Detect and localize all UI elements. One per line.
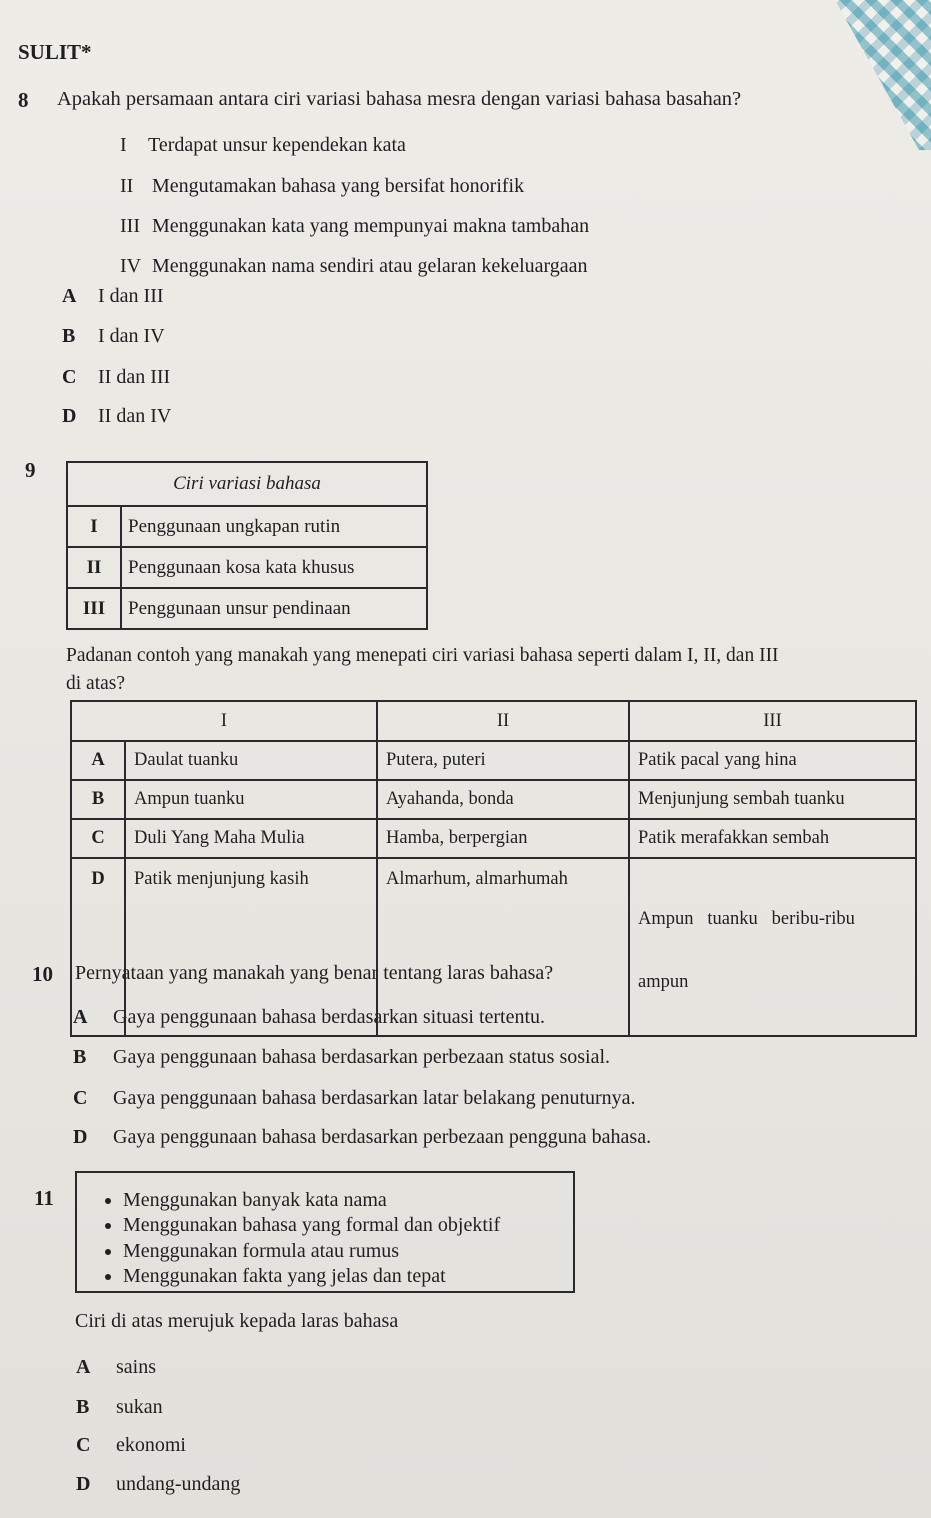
q11-option-a[interactable]: A sains (76, 1356, 156, 1378)
q8-statement-1: I Terdapat unsur kependekan kata (120, 134, 406, 156)
q8-option-b[interactable]: B I dan IV (62, 325, 165, 347)
q9-option-c-row[interactable]: C Duli Yang Maha Mulia Hamba, berpergian Patik merafakkan sembah (71, 819, 916, 858)
q10-number: 10 (32, 962, 53, 986)
list-item: Menggunakan fakta yang jelas dan tepat (105, 1265, 446, 1288)
q9-option-b-row[interactable]: B Ampun tuanku Ayahanda, bonda Menjunjung sembah tuanku (71, 780, 916, 819)
list-item: Menggunakan formula atau rumus (105, 1240, 399, 1263)
q10-option-d[interactable]: D Gaya penggunaan bahasa berdasarkan perbezaan pengguna bahasa. (73, 1126, 652, 1148)
q10-question: Pernyataan yang manakah yang benar tentang laras bahasa? (75, 962, 554, 984)
table-row: II Penggunaan kosa kata khusus (67, 547, 427, 588)
q10-option-b[interactable]: B Gaya penggunaan bahasa berdasarkan perbezaan status sosial. (73, 1046, 611, 1068)
q8-statement-3: III Menggunakan kata yang mempunyai makna tambahan (120, 215, 590, 237)
q8-statement-2: II Mengutamakan bahasa yang bersifat honorifik (120, 175, 525, 197)
q11-characteristics-box (75, 1171, 575, 1293)
q11-option-b[interactable]: B sukan (76, 1396, 163, 1418)
q8-option-d[interactable]: D II dan IV (62, 405, 172, 427)
q9-question-line1: Padanan contoh yang manakah yang menepati ciri variasi bahasa seperti dalam I, II, dan III (66, 645, 779, 666)
q9-number: 9 (25, 458, 36, 482)
q11-question: Ciri di atas merujuk kepada laras bahasa (75, 1310, 399, 1332)
table-row: III Penggunaan unsur pendinaan (67, 588, 427, 629)
q9-option-d-row[interactable]: D Patik menjunjung kasih Almarhum, almarhumah Ampun tuanku beribu-ribu ampun (71, 858, 916, 1036)
table-header-row: I II III (71, 701, 916, 741)
q10-option-c[interactable]: C Gaya penggunaan bahasa berdasarkan latar belakang penuturnya. (73, 1087, 636, 1109)
q11-option-c[interactable]: C ekonomi (76, 1434, 186, 1456)
q11-option-d[interactable]: D undang-undang (76, 1473, 241, 1495)
list-item: Menggunakan bahasa yang formal dan objektif (105, 1214, 500, 1237)
q8-question: Apakah persamaan antara ciri variasi bahasa mesra dengan variasi bahasa basahan? (57, 88, 742, 110)
q9-option-a-row[interactable]: A Daulat tuanku Putera, puteri Patik pacal yang hina (71, 741, 916, 780)
q9-table-title: Ciri variasi bahasa (67, 462, 427, 506)
q8-number: 8 (18, 88, 29, 112)
header-sulit: SULIT* (18, 40, 92, 64)
q9-question-line2: di atas? (66, 673, 126, 694)
q8-option-c[interactable]: C II dan III (62, 366, 171, 388)
list-item: Menggunakan banyak kata nama (105, 1189, 387, 1212)
q10-option-a[interactable]: A Gaya penggunaan bahasa berdasarkan situasi tertentu. (73, 1006, 546, 1028)
q8-option-a[interactable]: A I dan III (62, 285, 164, 307)
table-row: I Penggunaan ungkapan rutin (67, 506, 427, 547)
q9-answer-table (70, 700, 917, 1037)
q9-feature-table (66, 461, 428, 630)
q11-number: 11 (34, 1186, 54, 1210)
q8-statement-4: IV Menggunakan nama sendiri atau gelaran kekeluargaan (120, 255, 588, 277)
